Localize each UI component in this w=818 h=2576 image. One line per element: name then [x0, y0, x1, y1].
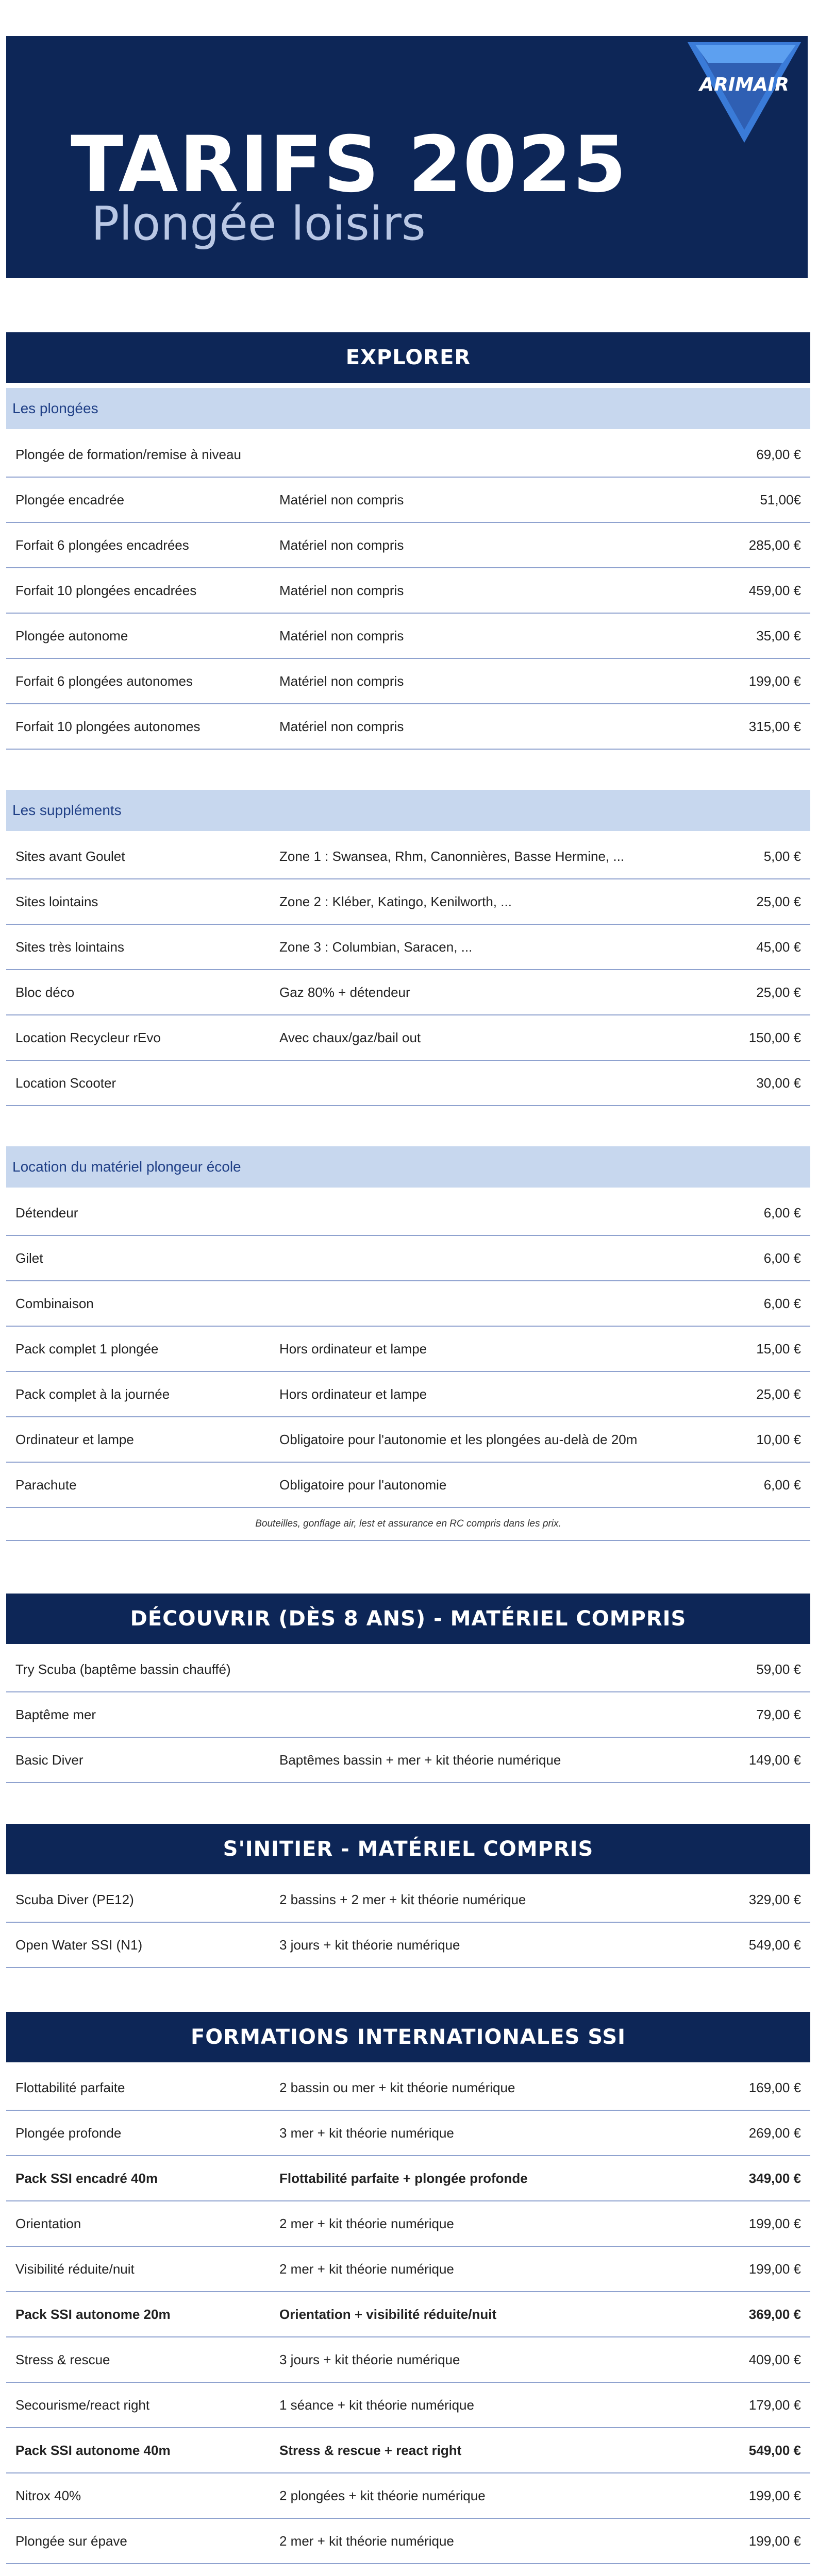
item-name: Gilet: [15, 1250, 43, 1266]
price-row: [6, 2111, 810, 2156]
price-row: [6, 2337, 810, 2383]
item-description: 2 mer + kit théorie numérique: [279, 2261, 454, 2277]
item-price: 150,00 €: [748, 1029, 801, 1045]
section-title: DÉCOUVRIR (DÈS 8 ANS) - MATÉRIEL COMPRIS: [6, 1594, 810, 1644]
item-price: 59,00 €: [756, 1661, 801, 1677]
item-name: Secourisme/react right: [15, 2397, 150, 2413]
item-price: 369,00 €: [748, 2306, 801, 2322]
logo-text: ARIMAIR: [699, 74, 789, 95]
section-title: FORMATIONS INTERNATIONALES SSI: [6, 2012, 810, 2062]
item-name: Nitrox 40%: [15, 2487, 81, 2503]
item-name: Ordinateur et lampe: [15, 1431, 134, 1447]
item-description: Zone 1 : Swansea, Rhm, Canonnières, Basse Hermine, ...: [279, 848, 625, 864]
item-description: 2 bassins + 2 mer + kit théorie numérique: [279, 1891, 526, 1907]
price-row: [6, 1923, 810, 1968]
item-name: Plongée autonome: [15, 628, 128, 643]
price-row: [6, 704, 810, 750]
item-price: 549,00 €: [748, 1937, 801, 1953]
item-price: 285,00 €: [748, 537, 801, 553]
item-description: 3 jours + kit théorie numérique: [279, 2351, 460, 2367]
item-name: Location Recycleur rEvo: [15, 1029, 161, 1045]
item-name: Plongée encadrée: [15, 492, 125, 507]
item-price: 25,00 €: [756, 984, 801, 1000]
item-description: Obligatoire pour l'autonomie et les plongées au-delà de 20m: [279, 1431, 638, 1447]
item-description: Avec chaux/gaz/bail out: [279, 1029, 421, 1045]
item-name: Plongée profonde: [15, 2125, 122, 2141]
price-row: [6, 1191, 810, 1236]
item-price: 179,00 €: [748, 2397, 801, 2413]
price-row: [6, 1061, 810, 1106]
item-price: 10,00 €: [756, 1431, 801, 1447]
item-name: Forfait 6 plongées encadrées: [15, 537, 189, 553]
item-price: 6,00 €: [763, 1477, 801, 1493]
item-name: Forfait 6 plongées autonomes: [15, 673, 193, 689]
spacer: [6, 1106, 810, 1146]
item-name: Parachute: [15, 1477, 77, 1493]
item-name: Basic Diver: [15, 1752, 84, 1768]
item-name: Pack SSI autonome 40m: [15, 2442, 171, 2458]
item-price: 169,00 €: [748, 2079, 801, 2095]
price-row: [6, 970, 810, 1015]
item-price: 459,00 €: [748, 582, 801, 598]
price-row: [6, 1463, 810, 1508]
item-price: 199,00 €: [748, 2487, 801, 2503]
price-row: [6, 2247, 810, 2292]
section-explorer: [6, 332, 810, 1541]
item-price: 329,00 €: [748, 1891, 801, 1907]
item-description: Baptêmes bassin + mer + kit théorie numérique: [279, 1752, 561, 1768]
price-row: [6, 432, 810, 478]
item-price: 79,00 €: [756, 1706, 801, 1722]
item-description: Zone 2 : Kléber, Katingo, Kenilworth, ...: [279, 893, 512, 909]
item-name: Visibilité réduite/nuit: [15, 2261, 135, 2277]
item-name: Pack SSI encadré 40m: [15, 2170, 158, 2186]
price-row: [6, 2564, 810, 2576]
price-row: [6, 1417, 810, 1463]
item-description: Stress & rescue + react right: [279, 2442, 462, 2458]
page-subtitle: Plongée loisirs: [91, 197, 426, 251]
item-price: 409,00 €: [748, 2351, 801, 2367]
item-price: 269,00 €: [748, 2125, 801, 2141]
price-row: [6, 2473, 810, 2519]
price-row: [6, 1738, 810, 1783]
item-price: 315,00 €: [748, 718, 801, 734]
item-price: 51,00€: [760, 492, 801, 507]
item-description: Hors ordinateur et lampe: [279, 1341, 427, 1357]
price-row: [6, 2519, 810, 2564]
section-title: S'INITIER - MATÉRIEL COMPRIS: [6, 1824, 810, 1874]
item-price: 35,00 €: [756, 628, 801, 643]
price-row: [6, 659, 810, 704]
item-price: 69,00 €: [756, 446, 801, 462]
item-description: Matériel non compris: [279, 673, 404, 689]
price-row: [6, 2065, 810, 2111]
item-price: 30,00 €: [756, 1075, 801, 1091]
subsection-title: Les suppléments: [6, 790, 810, 831]
item-description: Hors ordinateur et lampe: [279, 1386, 427, 1402]
item-description: 3 mer + kit théorie numérique: [279, 2125, 454, 2141]
item-name: Bloc déco: [15, 984, 75, 1000]
section-note: Bouteilles, gonflage air, lest et assurance en RC compris dans les prix.: [6, 1508, 810, 1541]
item-description: Matériel non compris: [279, 628, 404, 643]
item-description: Matériel non compris: [279, 582, 404, 598]
price-row: [6, 1015, 810, 1061]
price-row: [6, 834, 810, 879]
item-description: Matériel non compris: [279, 492, 404, 507]
item-name: Combinaison: [15, 1295, 94, 1311]
item-price: 6,00 €: [763, 1250, 801, 1266]
item-price: 6,00 €: [763, 1295, 801, 1311]
item-name: Baptême mer: [15, 1706, 96, 1722]
item-price: 45,00 €: [756, 939, 801, 955]
price-row: [6, 1372, 810, 1417]
section-initier: [6, 1824, 810, 1968]
price-row: [6, 478, 810, 523]
item-description: 2 mer + kit théorie numérique: [279, 2533, 454, 2549]
item-price: 199,00 €: [748, 673, 801, 689]
price-row: [6, 2201, 810, 2247]
price-row: [6, 1327, 810, 1372]
item-price: 25,00 €: [756, 893, 801, 909]
item-name: Scuba Diver (PE12): [15, 1891, 134, 1907]
item-name: Orientation: [15, 2215, 81, 2231]
item-name: Plongée de formation/remise à niveau: [15, 446, 241, 462]
spacer: [6, 750, 810, 790]
price-row: [6, 2428, 810, 2473]
item-name: Pack SSI autonome 20m: [15, 2306, 171, 2322]
price-row: [6, 1281, 810, 1327]
price-row: [6, 2383, 810, 2428]
price-row: [6, 568, 810, 614]
item-description: Zone 3 : Columbian, Saracen, ...: [279, 939, 473, 955]
item-price: 149,00 €: [748, 1752, 801, 1768]
item-price: 5,00 €: [763, 848, 801, 864]
item-name: Sites avant Goulet: [15, 848, 125, 864]
item-description: Orientation + visibilité réduite/nuit: [279, 2306, 497, 2322]
item-name: Open Water SSI (N1): [15, 1937, 143, 1953]
item-price: 15,00 €: [756, 1341, 801, 1357]
item-description: Obligatoire pour l'autonomie: [279, 1477, 447, 1493]
price-row: [6, 1692, 810, 1738]
price-row: [6, 879, 810, 925]
section-decouvrir: [6, 1594, 810, 1783]
spacer: [6, 383, 810, 388]
price-row: [6, 614, 810, 659]
item-name: Location Scooter: [15, 1075, 116, 1091]
price-row: [6, 925, 810, 970]
item-name: Détendeur: [15, 1205, 78, 1221]
subsection-title: Les plongées: [6, 388, 810, 429]
item-price: 6,00 €: [763, 1205, 801, 1221]
price-row: [6, 1877, 810, 1923]
item-price: 549,00 €: [748, 2442, 801, 2458]
price-row: [6, 523, 810, 568]
item-price: 199,00 €: [748, 2215, 801, 2231]
item-description: Gaz 80% + détendeur: [279, 984, 410, 1000]
item-name: Sites lointains: [15, 893, 98, 909]
price-row: [6, 1236, 810, 1281]
section-title: EXPLORER: [6, 332, 810, 383]
item-description: 3 jours + kit théorie numérique: [279, 1937, 460, 1953]
item-price: 199,00 €: [748, 2261, 801, 2277]
item-name: Plongée sur épave: [15, 2533, 127, 2549]
item-name: Sites très lointains: [15, 939, 124, 955]
item-name: Try Scuba (baptême bassin chauffé): [15, 1661, 231, 1677]
item-name: Flottabilité parfaite: [15, 2079, 125, 2095]
item-name: Pack complet 1 plongée: [15, 1341, 159, 1357]
item-description: Matériel non compris: [279, 718, 404, 734]
item-name: Stress & rescue: [15, 2351, 110, 2367]
item-description: 1 séance + kit théorie numérique: [279, 2397, 474, 2413]
price-row: [6, 1647, 810, 1692]
item-price: 349,00 €: [748, 2170, 801, 2186]
page-title: TARIFS 2025: [71, 120, 628, 210]
item-description: 2 plongées + kit théorie numérique: [279, 2487, 486, 2503]
item-description: 2 bassin ou mer + kit théorie numérique: [279, 2079, 515, 2095]
price-row: [6, 2292, 810, 2337]
header-banner: [6, 36, 808, 278]
item-name: Forfait 10 plongées autonomes: [15, 718, 201, 734]
item-description: 2 mer + kit théorie numérique: [279, 2215, 454, 2231]
item-price: 25,00 €: [756, 1386, 801, 1402]
item-price: 199,00 €: [748, 2533, 801, 2549]
subsection-title: Location du matériel plongeur école: [6, 1146, 810, 1188]
price-row: [6, 2156, 810, 2201]
item-name: Forfait 10 plongées encadrées: [15, 582, 197, 598]
section-ssi: [6, 2012, 810, 2576]
item-description: Flottabilité parfaite + plongée profonde: [279, 2170, 528, 2186]
item-name: Pack complet à la journée: [15, 1386, 170, 1402]
item-description: Matériel non compris: [279, 537, 404, 553]
